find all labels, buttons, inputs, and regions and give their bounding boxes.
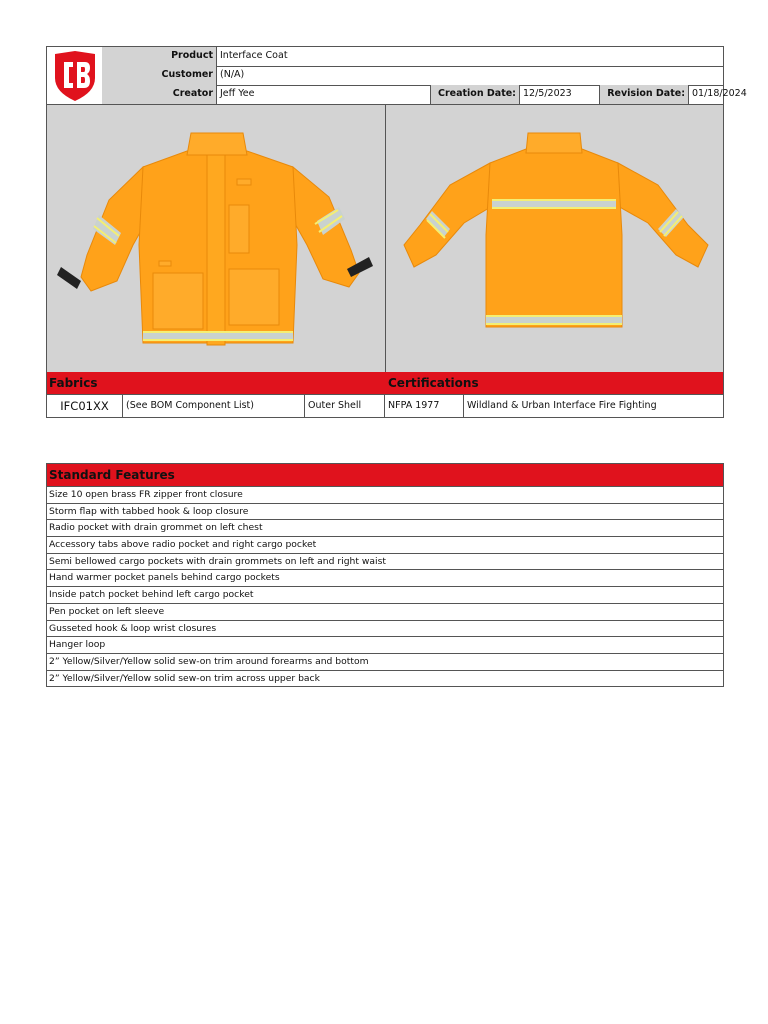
certification-standard: NFPA 1977 (385, 395, 464, 417)
feature-item: Accessory tabs above radio pocket and right cargo pocket (47, 536, 723, 553)
product-label: Product (102, 47, 217, 66)
feature-item: Hand warmer pocket panels behind cargo pockets (47, 569, 723, 586)
revision-date-value: 01/18/2024 (692, 88, 747, 99)
features-title: Standard Features (47, 464, 723, 486)
section-bar (47, 372, 723, 394)
feature-item: Radio pocket with drain grommet on left chest (47, 519, 723, 536)
creator-value: Jeff Yee (217, 85, 431, 104)
product-value: Interface Coat (220, 50, 288, 61)
fabric-code: IFC01XX (47, 395, 123, 417)
header-block (47, 47, 747, 104)
creator-label: Creator (102, 85, 217, 104)
customer-row (102, 66, 723, 86)
company-logo (47, 47, 103, 104)
customer-value: (N/A) (220, 69, 245, 80)
feature-item: 2” Yellow/Silver/Yellow solid sew-on trim across upper back (47, 670, 723, 687)
creation-date-value: 12/5/2023 (520, 85, 600, 104)
coat-back-view (386, 105, 723, 372)
revision-date-label: Revision Date: (600, 85, 689, 104)
feature-item: Semi bellowed cargo pockets with drain grommets on left and right waist (47, 553, 723, 570)
fabric-use: Outer Shell (305, 395, 385, 417)
creation-date-label: Creation Date: (431, 85, 520, 104)
feature-item: Gusseted hook & loop wrist closures (47, 620, 723, 637)
feature-item: Inside patch pocket behind left cargo pocket (47, 586, 723, 603)
customer-label: Customer (102, 66, 217, 85)
fabric-description: (See BOM Component List) (123, 395, 305, 417)
creator-row (102, 85, 747, 104)
certification-description: Wildland & Urban Interface Fire Fighting (467, 400, 657, 411)
spec-sheet (46, 46, 747, 418)
product-row (102, 47, 723, 67)
feature-item: 2” Yellow/Silver/Yellow solid sew-on trim around forearms and bottom (47, 653, 723, 670)
fabric-cert-row (47, 394, 723, 417)
standard-features-table (46, 463, 724, 687)
certifications-title: Certifications (388, 376, 479, 390)
coat-front-view (47, 105, 386, 372)
image-panel (47, 104, 723, 372)
feature-item: Size 10 open brass FR zipper front closure (47, 486, 723, 503)
feature-item: Pen pocket on left sleeve (47, 603, 723, 620)
feature-item: Storm flap with tabbed hook & loop closure (47, 503, 723, 520)
fabrics-title: Fabrics (49, 376, 98, 390)
feature-item: Hanger loop (47, 636, 723, 653)
